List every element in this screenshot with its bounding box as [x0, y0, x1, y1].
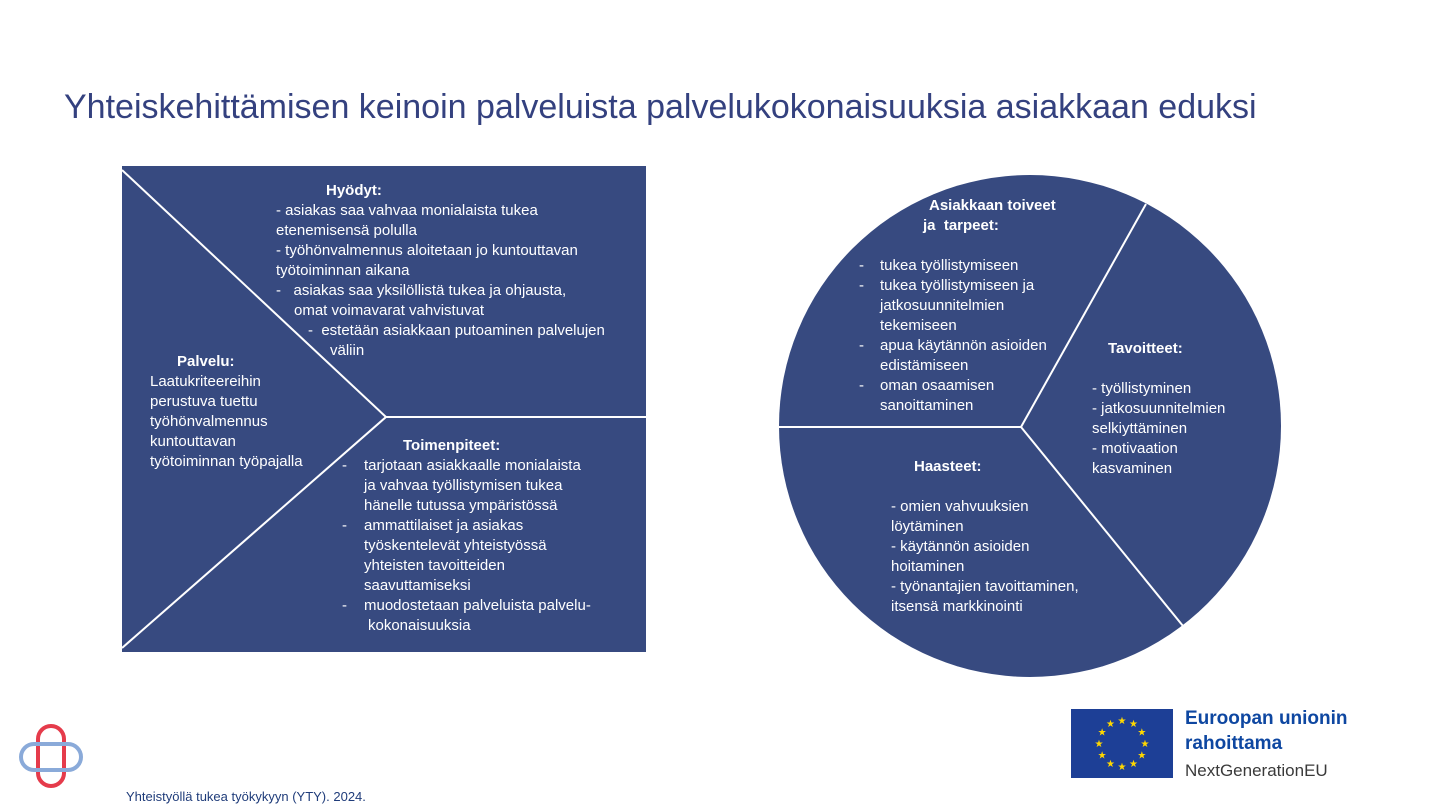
- eu-funding-badge: [1185, 706, 1348, 781]
- actions-item: [342, 596, 591, 636]
- footer-citation: Yhteistyöllä tukea työkykyyn (YTY). 2024.: [126, 789, 366, 804]
- bullet-dash: -: [342, 457, 347, 474]
- benefits-line: - estetään asiakkaan putoaminen palvelujen: [308, 322, 605, 339]
- needs-line: edistämiseen: [880, 357, 969, 374]
- page-title: Yhteiskehittämisen keinoin palveluista palvelukokonaisuuksia asiakkaan eduksi: [64, 88, 1257, 126]
- benefits-line: omat voimavarat vahvistuvat: [294, 302, 485, 319]
- needs-item: [859, 256, 1056, 276]
- challenges-block: [891, 457, 1079, 617]
- challenges-line: löytäminen: [891, 518, 964, 535]
- actions-line: yhteisten tavoitteiden: [364, 557, 505, 574]
- actions-line: ja vahvaa työllistymisen tukea: [364, 477, 563, 494]
- actions-line: saavuttamiseksi: [364, 577, 471, 594]
- capsule-logo: [21, 726, 81, 786]
- eu-star-icon: ★: [1137, 727, 1147, 739]
- eu-star-icon: ★: [1097, 750, 1107, 762]
- benefits-line: työtoiminnan aikana: [276, 262, 410, 279]
- service-line: kuntouttavan: [150, 433, 236, 450]
- eu-star-icon: ★: [1137, 750, 1147, 762]
- eu-star-icon: ★: [1106, 719, 1115, 731]
- service-heading: Palvelu:: [177, 353, 235, 370]
- needs-item: [859, 336, 1056, 376]
- benefits-line: - asiakas saa yksilöllistä tukea ja ohjausta,: [276, 282, 567, 299]
- benefits-line: - työhönvalmennus aloitetaan jo kuntouttavan: [276, 242, 578, 259]
- goals-heading: Tavoitteet:: [1108, 340, 1183, 357]
- actions-heading: Toimenpiteet:: [403, 437, 501, 454]
- eu-badge-line3: NextGenerationEU: [1185, 761, 1328, 780]
- goals-line: - työllistyminen: [1092, 380, 1192, 397]
- service-block: [150, 352, 303, 472]
- goals-line: - jatkosuunnitelmien: [1092, 400, 1226, 417]
- bullet-dash: -: [859, 257, 864, 274]
- needs-block: [859, 196, 1056, 416]
- eu-star-icon: ★: [1117, 762, 1127, 773]
- actions-block: [342, 436, 591, 636]
- service-line: perustuva tuettu: [150, 393, 258, 410]
- eu-star-icon: ★: [1129, 758, 1138, 770]
- needs-heading: Asiakkaan toiveet: [929, 197, 1056, 214]
- bullet-dash: -: [342, 597, 347, 614]
- service-line: työtoiminnan työpajalla: [150, 453, 303, 470]
- challenges-line: - työnantajien tavoittaminen,: [891, 578, 1079, 595]
- needs-item: [859, 376, 1056, 416]
- bullet-dash: -: [859, 377, 864, 394]
- needs-line: sanoittaminen: [880, 397, 974, 414]
- eu-star-icon: ★: [1106, 758, 1115, 770]
- needs-line: tukea työllistymiseen ja: [880, 277, 1035, 294]
- benefits-line: - asiakas saa vahvaa monialaista tukea: [276, 202, 538, 219]
- challenges-line: - omien vahvuuksien: [891, 498, 1029, 515]
- service-line: työhönvalmennus: [150, 413, 268, 430]
- logo-capsule-horizontal: [21, 744, 81, 770]
- actions-item: [342, 456, 591, 516]
- actions-line: tarjotaan asiakkaalle monialaista: [364, 457, 581, 474]
- goals-line: selkiyttäminen: [1092, 420, 1188, 437]
- actions-line: ammattilaiset ja asiakas: [364, 517, 524, 534]
- service-line: Laatukriteereihin: [150, 373, 261, 390]
- needs-line: oman osaamisen: [880, 377, 995, 394]
- bullet-dash: -: [342, 517, 347, 534]
- actions-item: [342, 516, 591, 596]
- needs-line: tukea työllistymiseen: [880, 257, 1019, 274]
- bullet-dash: -: [859, 337, 864, 354]
- needs-item: [859, 276, 1056, 336]
- eu-badge-line1: Euroopan unionin: [1185, 708, 1348, 729]
- eu-star-icon: ★: [1129, 719, 1138, 731]
- needs-line: apua käytännön asioiden: [880, 337, 1047, 354]
- actions-line: hänelle tutussa ympäristössä: [364, 497, 558, 514]
- benefits-block: [276, 181, 605, 361]
- eu-star-icon: ★: [1094, 739, 1104, 750]
- eu-star-icon: ★: [1117, 716, 1127, 727]
- challenges-line: itsensä markkinointi: [891, 598, 1023, 615]
- goals-line: kasvaminen: [1092, 460, 1173, 477]
- eu-star-icon: ★: [1097, 727, 1107, 739]
- needs-heading: ja tarpeet:: [923, 217, 999, 234]
- logo-capsule-vertical: [38, 726, 64, 786]
- challenges-line: - käytännön asioiden: [891, 538, 1030, 555]
- actions-line: kokonaisuuksia: [368, 617, 471, 634]
- actions-line: muodostetaan palveluista palvelu-: [364, 597, 591, 614]
- challenges-line: hoitaminen: [891, 558, 965, 575]
- challenges-heading: Haasteet:: [914, 458, 982, 475]
- benefits-heading: Hyödyt:: [326, 182, 382, 199]
- goals-line: - motivaation: [1092, 440, 1178, 457]
- eu-star-icon: ★: [1140, 739, 1150, 750]
- benefits-line: väliin: [330, 342, 365, 359]
- actions-line: työskentelevät yhteistyössä: [364, 537, 547, 554]
- needs-line: jatkosuunnitelmien: [880, 297, 1005, 314]
- eu-flag-icon: [1071, 709, 1173, 778]
- eu-badge-line2: rahoittama: [1185, 733, 1283, 754]
- needs-line: tekemiseen: [880, 317, 957, 334]
- goals-block: [1092, 339, 1225, 479]
- bullet-dash: -: [859, 277, 864, 294]
- benefits-line: etenemisensä polulla: [276, 222, 417, 239]
